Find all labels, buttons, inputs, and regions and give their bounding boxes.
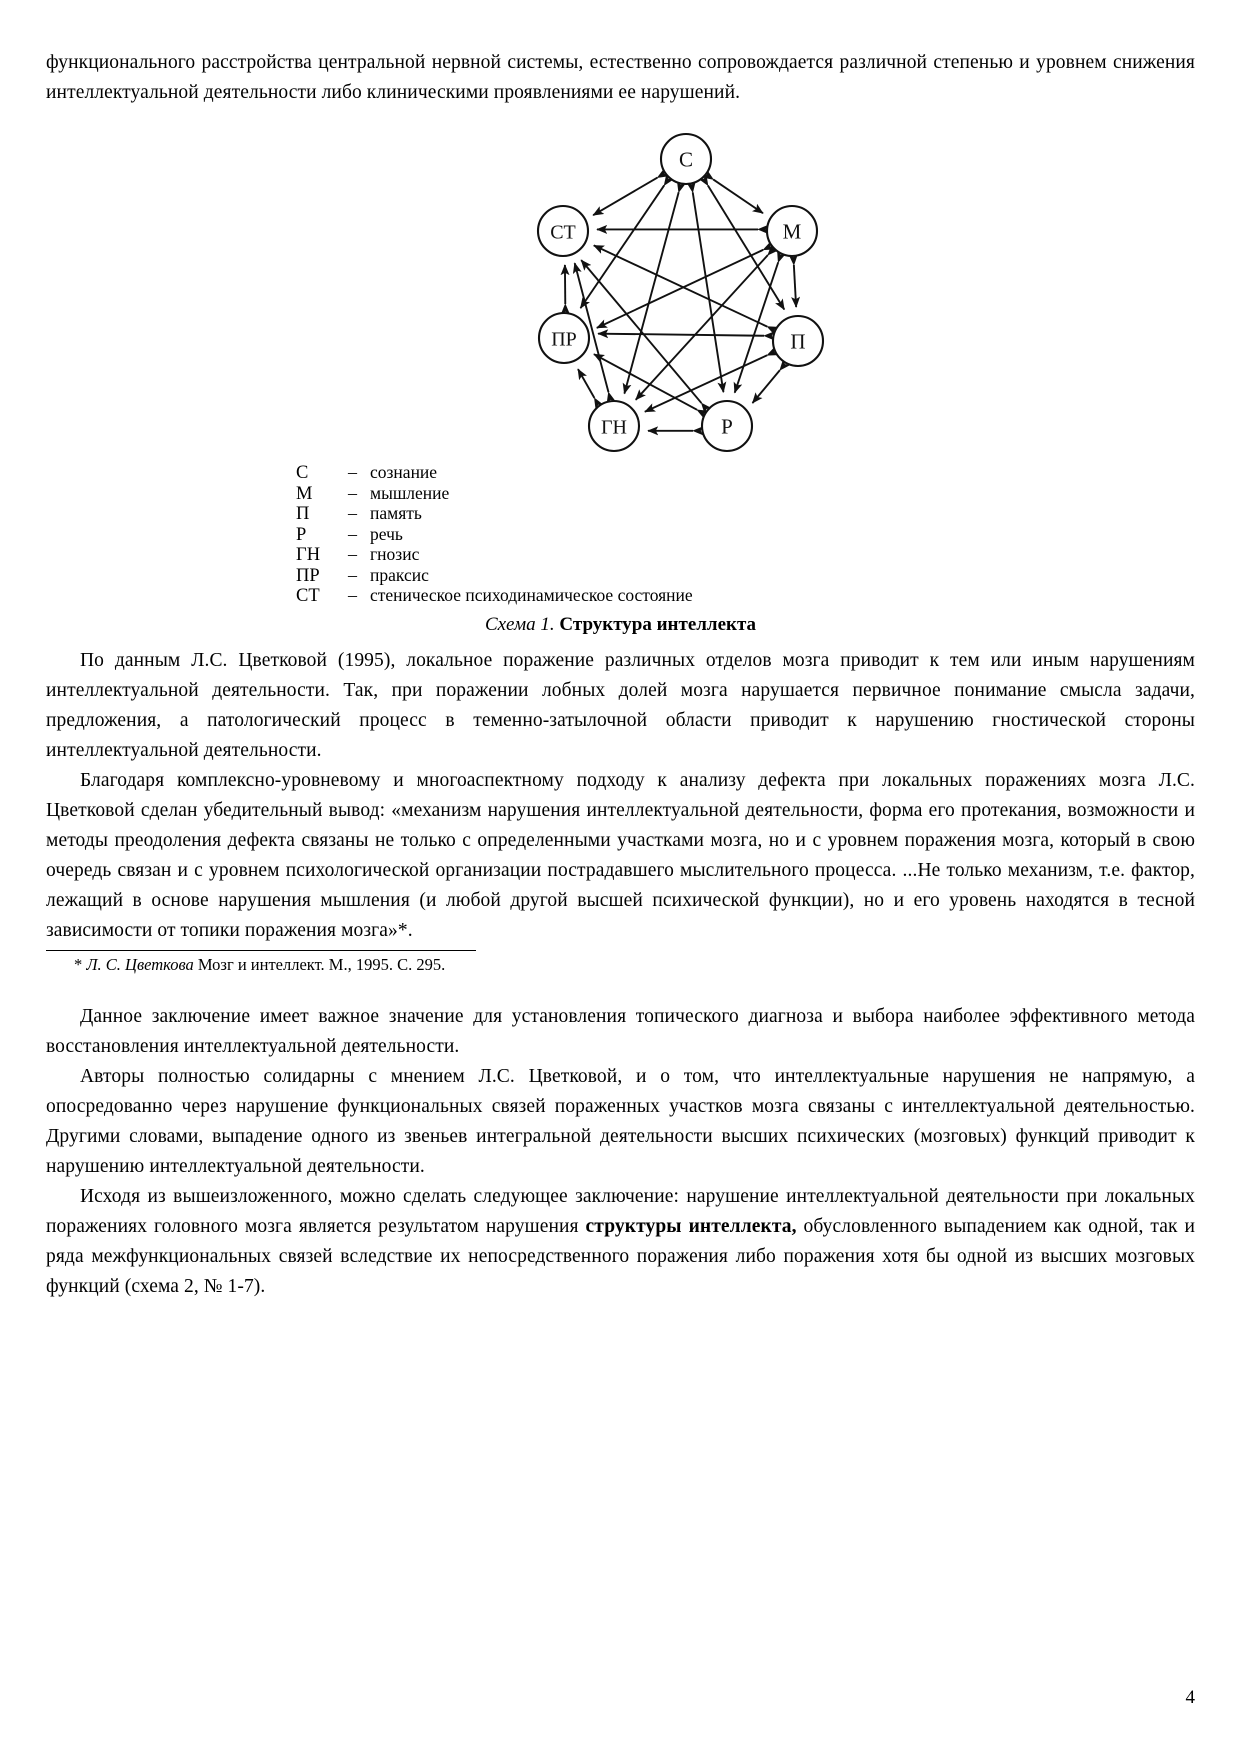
graph-node [539,313,589,363]
graph-svg [501,126,871,466]
graph-edge [794,265,796,307]
figure-scheme-1 [46,126,1195,646]
legend-key: СТ [296,586,320,606]
graph-node-label: СТ [550,221,576,244]
legend-item [296,565,693,586]
figure-caption [46,614,1195,636]
paragraph-5-part1: Исходя из вышеизложенного, можно сделать следующее заключение: нарушение интеллектуальной деятельности при локальных поражениях головного мозга является результатом нарушения [46,1186,1195,1237]
graph-node [538,206,588,256]
graph-edge [713,179,763,213]
legend-item [296,483,693,504]
footnote-divider [46,950,476,951]
graph-edge [594,245,767,326]
graph-edge [693,192,724,392]
legend-dash: – [348,523,357,544]
legend-value: мышление [370,482,450,503]
graph-node-label: ГН [600,416,628,439]
graph-edge [598,334,764,336]
paragraph-1: По данным Л.С. Цветковой (1995), локальное поражение различных отделов мозга приводит к тем или иным нарушениям интеллектуальной деятельности. Так, при поражении лобных долей мозга нарушается первичное понимание смысла задачи, предложения, а патологический процесс в теменно-затылочной области приводит к нарушению гностической стороны интеллектуальной деятельности. [46,650,1195,761]
graph-node-label: ПР [551,328,577,351]
legend-value: память [370,503,422,523]
legend-value: гнозис [370,544,420,564]
paragraph-5-part2: обусловленного выпадением как одной, так и ряда межфункциональных связей вследствие их непосредственного поражения либо поражения хотя бы одной из высших мозговых функций (схема 2, № 1-7). [46,1216,1196,1297]
graph-node [702,401,752,451]
legend-dash: – [348,462,357,482]
legend-key: ГН [296,545,321,565]
continued-paragraph: функционального расстройства центральной нервной системы, естественно сопровождается различной степенью и уровнем снижения интеллектуальной деятельности либо клиническими проявлениями ее нарушений. [46,52,1195,103]
top-text-block [46,48,1195,108]
graph-node [661,134,711,184]
legend-item [296,524,693,545]
paragraph-3: Данное заключение имеет важное значение для установления топического диагноза и выбора наиболее эффективного метода восстановления интеллектуальной деятельности. [46,1006,1195,1057]
legend-value: речь [370,523,403,544]
footnote-author: Л. С. Цветкова [86,955,194,974]
legend-value: праксис [370,564,429,585]
footnote-rest: Мозг и интеллект. М., 1995. С. 295. [193,955,446,974]
legend-item [296,585,693,606]
footnote-marker: * [74,955,83,974]
paragraph-4: Авторы полностью солидарны с мнением Л.С. Цветковой, и о том, что интеллектуальные нарушения не напрямую, а опосредованно через нарушение функциональных связей пораженных участков мозга связаны с интеллектуальной деятельностью. Другими словами, выпадение одного из звеньев интегральной деятельности высших психических (мозговых) функций приводит к нарушению интеллектуальной деятельности. [46,1066,1195,1177]
page-number: 4 [1185,1687,1195,1708]
graph-node [767,206,817,256]
footnote [46,954,1195,976]
intellect-structure-graph [501,126,871,466]
legend-value: стеническое психодинамическое состояние [370,585,693,605]
graph-edge [752,370,779,403]
graph-node-label: М [782,219,802,244]
legend-item [296,462,693,483]
legend-key: ПР [296,565,320,586]
legend-dash: – [348,544,357,564]
legend-key: М [296,483,313,504]
spacer [46,976,1195,1002]
legend-item [296,544,693,565]
legend-dash: – [348,564,357,585]
legend-key: С [296,463,309,483]
graph-edge [581,260,701,403]
caption-number: Схема 1. [484,614,555,635]
graph-edge [645,355,767,411]
legend-value: сознание [370,462,438,482]
graph-node [773,316,823,366]
graph-edge [578,369,594,398]
legend-dash: – [348,482,357,503]
graph-node [589,401,639,451]
graph-edge [735,262,778,392]
caption-title: Структура интеллекта [559,614,757,635]
legend-dash: – [348,503,357,523]
paragraph-5-emphasis: структуры интеллекта, [585,1216,797,1237]
graph-node-label: П [790,329,806,354]
paragraph-2: Благодаря комплексно-уровневому и многоаспектному подходу к анализу дефекта при локальных поражениях мозга Л.С. Цветковой сделан убедительный вывод: «механизм нарушения интеллектуальной деятельности, форма его протекания, возможности и методы преодоления дефекта связаны не только с определенными участками мозга, но и с уровнем поражения мозга, который в свою очередь связан и с уровнем психологической организации пострадавшего мыслительного процесса. ...Не только механизм, т.е. фактор, лежащий в основе нарушения мышления (и любой другой высшей психической функции), но и его уровень находятся в тесной зависимости от топики поражения мозга»*. [46,770,1195,941]
legend-dash: – [348,585,357,605]
graph-node-label: Р [721,414,733,439]
legend-key: Р [296,524,307,545]
legend-key: П [296,504,310,524]
paragraph-5 [46,1182,1195,1302]
graph-node-label: С [678,147,694,172]
figure-legend [296,462,693,606]
legend-item [296,503,693,524]
